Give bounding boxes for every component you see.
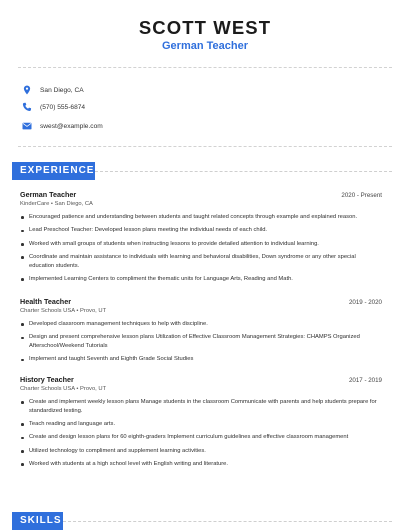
email-text: swest@example.com	[40, 122, 103, 130]
job-employer: Charter Schools USA • Provo, UT	[20, 386, 107, 392]
job-title: History Teacher	[20, 375, 74, 384]
contact-divider	[18, 146, 392, 147]
job-dates: 2017 - 2019	[348, 377, 382, 384]
job-title: Health Teacher	[20, 297, 71, 306]
job-dates: 2019 - 2020	[348, 299, 382, 306]
list-item: Create and design lesson plans for 60 eighth-graders Implement curriculum guidelines and effective classroom management	[20, 433, 382, 442]
location-text: San Diego, CA	[40, 86, 84, 94]
list-item: Implemented Learning Centers to compliment the thematic units for Language Arts, Reading and Math.	[20, 275, 382, 284]
list-item: Create and implement weekly lesson plans Manage students in the classroom Communicate with parents and help students prepare for standardized testing.	[20, 398, 382, 416]
mail-icon	[22, 121, 32, 131]
phone-icon	[22, 102, 32, 112]
skills-rule	[63, 521, 392, 522]
job-employer: KinderCare • San Diego, CA	[20, 201, 93, 207]
skills-heading: SKILLS	[12, 512, 63, 530]
list-item: Implement and taught Seventh and Eighth Grade Social Studies	[20, 355, 382, 364]
phone-text: (570) 555-6874	[40, 103, 86, 111]
job-employer: Charter Schools USA • Provo, UT	[20, 308, 107, 314]
list-item: Developed classroom management techniques to help with discipline.	[20, 320, 382, 329]
job-title: German Teacher	[20, 190, 77, 199]
candidate-name: SCOTT WEST	[138, 17, 272, 38]
list-item: Utilized technology to compliment and supplement learning activities.	[20, 447, 382, 456]
job-entry	[20, 190, 382, 284]
header-divider	[18, 67, 392, 68]
list-item: Coordinate and maintain assistance to individuals with learning and behavioral disabilities, Down syndrome or any other special education students.	[20, 253, 382, 271]
experience-rule	[95, 171, 392, 172]
map-pin-icon	[22, 85, 32, 95]
job-dates: 2020 - Present	[341, 192, 382, 199]
list-item: Design and present comprehensive lesson plans Utilization of Effective Classroom Management Strategies: CHAMPS Organized Afterschool/Weekend Tutorials	[20, 333, 382, 351]
contact-email	[22, 120, 103, 132]
candidate-title: German Teacher	[161, 40, 248, 52]
list-item: Lead Preschool Teacher: Developed lesson plans meeting the individual needs of each child.	[20, 226, 382, 235]
job-entry	[20, 375, 382, 469]
list-item: Teach reading and language arts.	[20, 420, 382, 429]
list-item: Worked with small groups of students when instructing lessons to provide detailed attention to individual learning.	[20, 240, 382, 249]
contact-location	[22, 84, 84, 96]
experience-heading: EXPERIENCE	[12, 162, 95, 180]
contact-phone	[22, 101, 85, 113]
job-entry	[20, 297, 382, 364]
list-item: Worked with students at a high school level with English writing and literature.	[20, 460, 382, 469]
list-item: Encouraged patience and understanding between students and taught related concepts through example and explained reason.	[20, 213, 382, 222]
